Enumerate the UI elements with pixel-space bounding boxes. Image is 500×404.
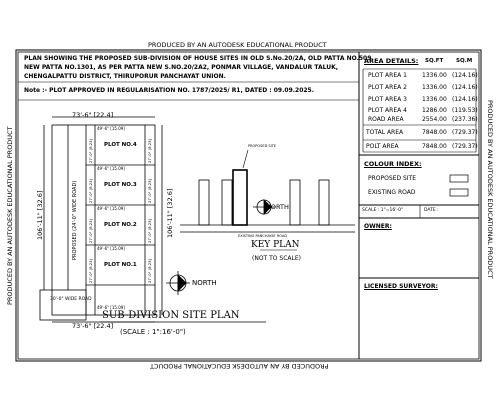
area-row-sqft: 2554.00 bbox=[422, 116, 447, 123]
area-row-sqft: 7848.00 bbox=[422, 129, 447, 136]
plot-depth-label: 27'-0" [8.23] bbox=[88, 218, 93, 243]
surveyor-label: LICENSED SURVEYOR: bbox=[364, 283, 438, 290]
plot-width-label: 49'-6" [15.09] bbox=[97, 126, 125, 131]
title-line-3: CHENGALPATTU DISTRICT, THIRUPORUR PANCHAYAT UNION. bbox=[24, 73, 226, 80]
site-plan-scale: (SCALE : 1":16'-0") bbox=[120, 328, 186, 336]
colour-index-heading: COLOUR INDEX: bbox=[364, 160, 422, 168]
wide-road-label: 30'-0" WIDE ROAD bbox=[50, 297, 92, 302]
colour-existing-label: EXISTING ROAD bbox=[368, 189, 416, 196]
key-north-label: NORTH bbox=[266, 203, 289, 211]
plot-width-label: 49'-6" [15.09] bbox=[97, 166, 125, 171]
existing-road-swatch bbox=[450, 189, 468, 196]
plot-label: PLOT NO.1 bbox=[104, 262, 137, 268]
plot-depth-label: 27'-0" [8.23] bbox=[147, 258, 152, 283]
key-existing-road-label: EXISTING PANCHAYAT ROAD bbox=[238, 234, 288, 238]
title-line-2: NEW PATTA NO.1301, AS PER PATTA NEW S.NO.20/2A2, PONMAR VILLAGE, VANDALUR TALUK, bbox=[24, 64, 339, 71]
plot-label: PLOT NO.2 bbox=[104, 222, 137, 228]
area-row-sqft: 7848.00 bbox=[422, 143, 447, 150]
title-line-1: PLAN SHOWING THE PROPOSED SUB-DIVISION OF HOUSE SITES IN OLD S.No.20/2A, OLD PATTA NO.509, bbox=[24, 55, 374, 62]
right-dimension: 106'-11" [32.6] bbox=[166, 188, 174, 238]
bottom-dimension: 73'-6" [22.4] bbox=[72, 322, 114, 330]
area-row-sqm: (729.37) bbox=[452, 143, 478, 150]
plot-width-label: 49'-6" [15.09] bbox=[97, 246, 125, 251]
site-plan-title: SUB-DIVISION SITE PLAN bbox=[102, 310, 240, 321]
area-row-sqm: (124.16) bbox=[452, 84, 478, 91]
area-row-label: ROAD AREA bbox=[368, 116, 404, 123]
plot-width-label: 49'-6" [15.09] bbox=[97, 305, 125, 310]
area-details-heading: AREA DETAILS: bbox=[364, 57, 419, 65]
area-row-label: PLOT AREA 2 bbox=[368, 84, 407, 91]
area-row-label: TOTAL AREA bbox=[366, 129, 404, 136]
key-proposed-site-label: PROPOSED SITE bbox=[248, 144, 277, 148]
top-dimension: 73'-6" [22.4] bbox=[72, 111, 114, 119]
plot-depth-label: 27'-0" [8.23] bbox=[88, 138, 93, 163]
area-row-sqm: (119.53) bbox=[452, 107, 478, 114]
area-row-sqft: 1336.00 bbox=[422, 96, 447, 103]
area-row-sqft: 1336.00 bbox=[422, 84, 447, 91]
area-row-sqft: 1336.00 bbox=[422, 72, 447, 79]
plot-depth-label: 27'-0" [8.23] bbox=[88, 178, 93, 203]
key-plan-subtitle: (NOT TO SCALE) bbox=[252, 255, 301, 262]
left-dimension: 106'-11" [32.6] bbox=[36, 190, 44, 240]
watermark-top: PRODUCED BY AN AUTODESK EDUCATIONAL PRODUCT bbox=[148, 41, 327, 49]
area-row-sqm: (124.16) bbox=[452, 96, 478, 103]
area-row-sqm: (124.16) bbox=[452, 72, 478, 79]
watermark-left: PRODUCED BY AN AUTODESK EDUCATIONAL PRODUCT bbox=[6, 126, 14, 305]
date-label: DATE : bbox=[424, 208, 439, 213]
area-row-label: POLT AREA bbox=[366, 143, 399, 150]
watermark-right: PRODUCED BY AN AUTODESK EDUCATIONAL PRODUCT bbox=[486, 100, 494, 279]
area-row-sqm: (729.37) bbox=[452, 129, 478, 136]
plot-depth-label: 27'-0" [8.23] bbox=[147, 218, 152, 243]
area-col-sqft: SQ.FT bbox=[425, 58, 444, 64]
watermark-bottom: PRODUCED BY AN AUTODESK EDUCATIONAL PRODUCT bbox=[150, 362, 329, 370]
area-row-sqm: (237.36) bbox=[452, 116, 478, 123]
area-row-sqft: 1286.00 bbox=[422, 107, 447, 114]
area-row-label: PLOT AREA 1 bbox=[368, 72, 407, 79]
colour-proposed-label: PROPOSED SITE bbox=[368, 175, 417, 182]
site-north-arrow bbox=[166, 271, 190, 295]
plot-depth-label: 27'-0" [8.23] bbox=[88, 258, 93, 283]
site-plan bbox=[40, 117, 162, 322]
area-col-sqm: SQ.M bbox=[456, 58, 473, 64]
owner-label: OWNER: bbox=[364, 223, 392, 230]
road-label: PROPOSED (24'-0" WIDE ROAD) bbox=[72, 180, 78, 260]
proposed-site-swatch bbox=[450, 175, 468, 182]
plot-depth-label: 27'-0" [8.23] bbox=[147, 178, 152, 203]
area-row-label: PLOT AREA 3 bbox=[368, 96, 407, 103]
scale-label: SCALE : 1"=16'-0" bbox=[362, 208, 404, 213]
approval-note: Note :- PLOT APPROVED IN REGULARISATION NO. 1787/2025/ R1, DATED : 09.09.2025. bbox=[24, 87, 314, 94]
plot-width-label: 49'-6" [15.09] bbox=[97, 206, 125, 211]
area-row-label: PLOT AREA 4 bbox=[368, 107, 407, 114]
plot-depth-label: 27'-0" [8.23] bbox=[147, 138, 152, 163]
key-plan-title: KEY PLAN bbox=[251, 240, 300, 250]
site-north-label: NORTH bbox=[192, 279, 217, 287]
key-plan bbox=[180, 170, 355, 232]
plot-label: PLOT NO.4 bbox=[104, 142, 137, 148]
plot-label: PLOT NO.3 bbox=[104, 182, 137, 188]
